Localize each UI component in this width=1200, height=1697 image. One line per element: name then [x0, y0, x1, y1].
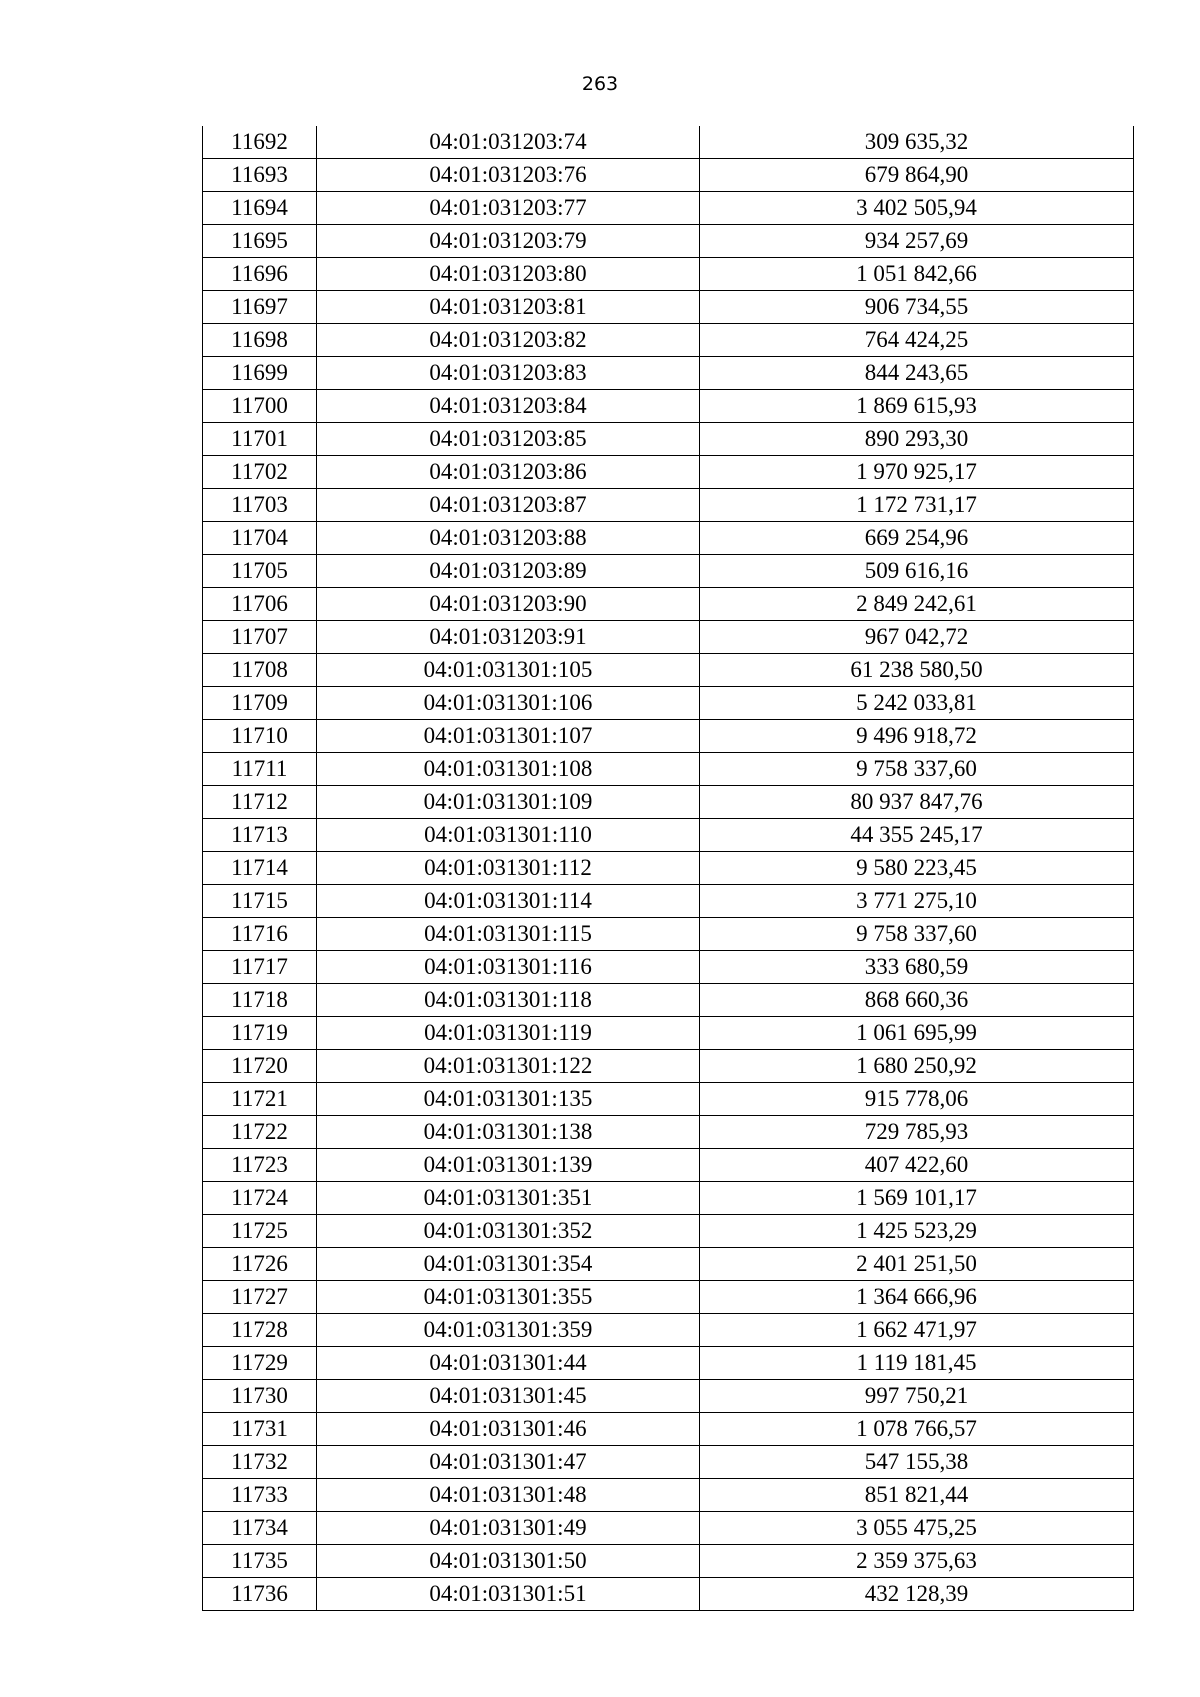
table-row — [203, 654, 1134, 687]
row-number-cell: 11703 — [203, 489, 317, 522]
cadastral-number-cell: 04:01:031301:106 — [317, 687, 700, 720]
cadastral-value-cell: 967 042,72 — [700, 621, 1134, 654]
row-number-cell: 11722 — [203, 1116, 317, 1149]
table-row — [203, 1314, 1134, 1347]
table-row — [203, 1347, 1134, 1380]
table-row — [203, 1083, 1134, 1116]
table-row — [203, 1248, 1134, 1281]
cadastral-value-cell: 309 635,32 — [700, 126, 1134, 159]
table-row — [203, 951, 1134, 984]
table-row — [203, 918, 1134, 951]
table-body — [203, 126, 1134, 1611]
cadastral-value-cell: 3 055 475,25 — [700, 1512, 1134, 1545]
row-number-cell: 11714 — [203, 852, 317, 885]
table-row — [203, 1017, 1134, 1050]
cadastral-value-cell: 2 359 375,63 — [700, 1545, 1134, 1578]
cadastral-number-cell: 04:01:031301:45 — [317, 1380, 700, 1413]
row-number-cell: 11719 — [203, 1017, 317, 1050]
row-number-cell: 11694 — [203, 192, 317, 225]
cadastral-number-cell: 04:01:031301:116 — [317, 951, 700, 984]
cadastral-value-cell: 729 785,93 — [700, 1116, 1134, 1149]
cadastral-number-cell: 04:01:031203:82 — [317, 324, 700, 357]
cadastral-value-cell: 3 402 505,94 — [700, 192, 1134, 225]
row-number-cell: 11733 — [203, 1479, 317, 1512]
table-row — [203, 258, 1134, 291]
row-number-cell: 11709 — [203, 687, 317, 720]
table-row — [203, 852, 1134, 885]
row-number-cell: 11725 — [203, 1215, 317, 1248]
cadastral-number-cell: 04:01:031301:105 — [317, 654, 700, 687]
row-number-cell: 11732 — [203, 1446, 317, 1479]
table-row — [203, 1149, 1134, 1182]
table-row — [203, 423, 1134, 456]
cadastral-value-cell: 868 660,36 — [700, 984, 1134, 1017]
row-number-cell: 11692 — [203, 126, 317, 159]
row-number-cell: 11736 — [203, 1578, 317, 1611]
cadastral-value-cell: 1 051 842,66 — [700, 258, 1134, 291]
cadastral-value-cell: 1 078 766,57 — [700, 1413, 1134, 1446]
cadastral-number-cell: 04:01:031301:355 — [317, 1281, 700, 1314]
table-row — [203, 753, 1134, 786]
cadastral-value-cell: 1 662 471,97 — [700, 1314, 1134, 1347]
table-row — [203, 1281, 1134, 1314]
cadastral-number-cell: 04:01:031301:50 — [317, 1545, 700, 1578]
cadastral-number-cell: 04:01:031301:122 — [317, 1050, 700, 1083]
row-number-cell: 11728 — [203, 1314, 317, 1347]
row-number-cell: 11730 — [203, 1380, 317, 1413]
row-number-cell: 11727 — [203, 1281, 317, 1314]
cadastral-number-cell: 04:01:031301:115 — [317, 918, 700, 951]
cadastral-number-cell: 04:01:031203:85 — [317, 423, 700, 456]
table-row — [203, 1215, 1134, 1248]
row-number-cell: 11726 — [203, 1248, 317, 1281]
cadastral-value-cell: 44 355 245,17 — [700, 819, 1134, 852]
cadastral-value-cell: 9 758 337,60 — [700, 753, 1134, 786]
cadastral-value-cell: 915 778,06 — [700, 1083, 1134, 1116]
table-row — [203, 720, 1134, 753]
cadastral-number-cell: 04:01:031301:114 — [317, 885, 700, 918]
row-number-cell: 11731 — [203, 1413, 317, 1446]
table-row — [203, 1578, 1134, 1611]
cadastral-number-cell: 04:01:031301:47 — [317, 1446, 700, 1479]
row-number-cell: 11723 — [203, 1149, 317, 1182]
row-number-cell: 11734 — [203, 1512, 317, 1545]
row-number-cell: 11695 — [203, 225, 317, 258]
cadastral-value-cell: 890 293,30 — [700, 423, 1134, 456]
cadastral-number-cell: 04:01:031203:79 — [317, 225, 700, 258]
cadastral-number-cell: 04:01:031203:74 — [317, 126, 700, 159]
cadastral-value-cell: 432 128,39 — [700, 1578, 1134, 1611]
cadastral-number-cell: 04:01:031301:119 — [317, 1017, 700, 1050]
cadastral-value-cell: 1 970 925,17 — [700, 456, 1134, 489]
table-row — [203, 522, 1134, 555]
table-row — [203, 687, 1134, 720]
row-number-cell: 11701 — [203, 423, 317, 456]
table-row — [203, 357, 1134, 390]
cadastral-value-cell: 5 242 033,81 — [700, 687, 1134, 720]
cadastral-value-cell: 851 821,44 — [700, 1479, 1134, 1512]
row-number-cell: 11720 — [203, 1050, 317, 1083]
cadastral-number-cell: 04:01:031301:46 — [317, 1413, 700, 1446]
table-row — [203, 1413, 1134, 1446]
cadastral-number-cell: 04:01:031203:83 — [317, 357, 700, 390]
table-row — [203, 390, 1134, 423]
row-number-cell: 11710 — [203, 720, 317, 753]
cadastral-number-cell: 04:01:031301:49 — [317, 1512, 700, 1545]
cadastral-number-cell: 04:01:031203:86 — [317, 456, 700, 489]
row-number-cell: 11702 — [203, 456, 317, 489]
table-row — [203, 1050, 1134, 1083]
table-row — [203, 1182, 1134, 1215]
cadastral-number-cell: 04:01:031203:88 — [317, 522, 700, 555]
cadastral-value-cell: 764 424,25 — [700, 324, 1134, 357]
cadastral-number-cell: 04:01:031301:118 — [317, 984, 700, 1017]
table-row — [203, 324, 1134, 357]
row-number-cell: 11729 — [203, 1347, 317, 1380]
row-number-cell: 11704 — [203, 522, 317, 555]
cadastral-number-cell: 04:01:031301:108 — [317, 753, 700, 786]
table-row — [203, 819, 1134, 852]
row-number-cell: 11693 — [203, 159, 317, 192]
row-number-cell: 11716 — [203, 918, 317, 951]
cadastral-number-cell: 04:01:031203:87 — [317, 489, 700, 522]
table-row — [203, 621, 1134, 654]
cadastral-number-cell: 04:01:031301:139 — [317, 1149, 700, 1182]
cadastral-value-cell: 333 680,59 — [700, 951, 1134, 984]
row-number-cell: 11708 — [203, 654, 317, 687]
cadastral-number-cell: 04:01:031301:359 — [317, 1314, 700, 1347]
cadastral-value-cell: 3 771 275,10 — [700, 885, 1134, 918]
cadastral-value-cell: 61 238 580,50 — [700, 654, 1134, 687]
row-number-cell: 11706 — [203, 588, 317, 621]
table-row — [203, 1446, 1134, 1479]
row-number-cell: 11699 — [203, 357, 317, 390]
cadastral-value-cell: 407 422,60 — [700, 1149, 1134, 1182]
table-row — [203, 984, 1134, 1017]
table-row — [203, 159, 1134, 192]
cadastral-number-cell: 04:01:031301:44 — [317, 1347, 700, 1380]
cadastral-value-cell: 2 849 242,61 — [700, 588, 1134, 621]
cadastral-value-cell: 1 061 695,99 — [700, 1017, 1134, 1050]
cadastral-value-cell: 1 172 731,17 — [700, 489, 1134, 522]
cadastral-number-cell: 04:01:031301:138 — [317, 1116, 700, 1149]
row-number-cell: 11712 — [203, 786, 317, 819]
row-number-cell: 11717 — [203, 951, 317, 984]
cadastral-number-cell: 04:01:031301:110 — [317, 819, 700, 852]
cadastral-number-cell: 04:01:031203:80 — [317, 258, 700, 291]
table-row — [203, 225, 1134, 258]
cadastral-value-table — [202, 126, 1134, 1611]
table-row — [203, 291, 1134, 324]
row-number-cell: 11713 — [203, 819, 317, 852]
table-row — [203, 456, 1134, 489]
row-number-cell: 11715 — [203, 885, 317, 918]
cadastral-number-cell: 04:01:031203:89 — [317, 555, 700, 588]
cadastral-number-cell: 04:01:031301:112 — [317, 852, 700, 885]
table-row — [203, 588, 1134, 621]
table-row — [203, 489, 1134, 522]
cadastral-number-cell: 04:01:031203:91 — [317, 621, 700, 654]
row-number-cell: 11696 — [203, 258, 317, 291]
cadastral-number-cell: 04:01:031203:90 — [317, 588, 700, 621]
table-row — [203, 1116, 1134, 1149]
cadastral-value-cell: 997 750,21 — [700, 1380, 1134, 1413]
cadastral-number-cell: 04:01:031301:48 — [317, 1479, 700, 1512]
table-row — [203, 1512, 1134, 1545]
cadastral-value-cell: 9 496 918,72 — [700, 720, 1134, 753]
row-number-cell: 11711 — [203, 753, 317, 786]
cadastral-value-cell: 9 580 223,45 — [700, 852, 1134, 885]
table-row — [203, 192, 1134, 225]
cadastral-value-cell: 906 734,55 — [700, 291, 1134, 324]
row-number-cell: 11698 — [203, 324, 317, 357]
table-row — [203, 126, 1134, 159]
table-row — [203, 885, 1134, 918]
table-row — [203, 1545, 1134, 1578]
cadastral-number-cell: 04:01:031203:84 — [317, 390, 700, 423]
row-number-cell: 11697 — [203, 291, 317, 324]
cadastral-number-cell: 04:01:031301:107 — [317, 720, 700, 753]
page-number: 263 — [581, 73, 619, 95]
cadastral-value-cell: 1 119 181,45 — [700, 1347, 1134, 1380]
cadastral-number-cell: 04:01:031301:354 — [317, 1248, 700, 1281]
cadastral-value-cell: 9 758 337,60 — [700, 918, 1134, 951]
row-number-cell: 11718 — [203, 984, 317, 1017]
cadastral-number-cell: 04:01:031301:51 — [317, 1578, 700, 1611]
row-number-cell: 11724 — [203, 1182, 317, 1215]
cadastral-value-cell: 2 401 251,50 — [700, 1248, 1134, 1281]
cadastral-value-cell: 509 616,16 — [700, 555, 1134, 588]
table-row — [203, 555, 1134, 588]
row-number-cell: 11700 — [203, 390, 317, 423]
cadastral-value-cell: 1 569 101,17 — [700, 1182, 1134, 1215]
cadastral-value-cell: 547 155,38 — [700, 1446, 1134, 1479]
cadastral-value-cell: 844 243,65 — [700, 357, 1134, 390]
cadastral-value-cell: 1 869 615,93 — [700, 390, 1134, 423]
table-row — [203, 1479, 1134, 1512]
cadastral-value-cell: 679 864,90 — [700, 159, 1134, 192]
table-row — [203, 786, 1134, 819]
cadastral-number-cell: 04:01:031301:109 — [317, 786, 700, 819]
cadastral-value-cell: 1 364 666,96 — [700, 1281, 1134, 1314]
row-number-cell: 11721 — [203, 1083, 317, 1116]
table-row — [203, 1380, 1134, 1413]
cadastral-value-cell: 934 257,69 — [700, 225, 1134, 258]
cadastral-number-cell: 04:01:031301:351 — [317, 1182, 700, 1215]
cadastral-number-cell: 04:01:031301:352 — [317, 1215, 700, 1248]
cadastral-value-cell: 1 680 250,92 — [700, 1050, 1134, 1083]
cadastral-value-cell: 1 425 523,29 — [700, 1215, 1134, 1248]
cadastral-number-cell: 04:01:031203:76 — [317, 159, 700, 192]
cadastral-value-cell: 669 254,96 — [700, 522, 1134, 555]
cadastral-number-cell: 04:01:031301:135 — [317, 1083, 700, 1116]
cadastral-number-cell: 04:01:031203:77 — [317, 192, 700, 225]
cadastral-number-cell: 04:01:031203:81 — [317, 291, 700, 324]
row-number-cell: 11705 — [203, 555, 317, 588]
cadastral-value-cell: 80 937 847,76 — [700, 786, 1134, 819]
row-number-cell: 11735 — [203, 1545, 317, 1578]
row-number-cell: 11707 — [203, 621, 317, 654]
